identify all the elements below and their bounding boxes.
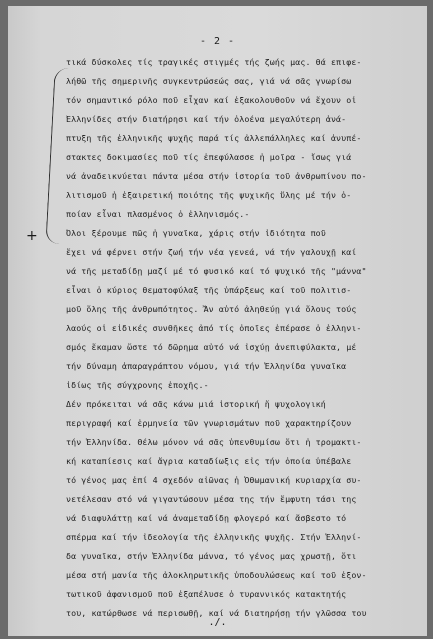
text-line: εἶναι ὁ κύριος θεματοφύλαξ τῆς ὑπάρξεως καί τοῦ πολιτισ- [66, 285, 352, 295]
text-line: του, κατώρθωσε νά περισωθῇ, καί νά διατηρήσῃ τήν γλῶσσα του [66, 608, 367, 618]
text-line: νά διαφυλάττῃ καί νά ἀναμεταδίδῃ φλογερό καί ἄσβεστο τό [66, 513, 347, 523]
text-line: σμός ἔκαμαν ὥστε τό δῶρημα αὐτό νά ἰσχύῃ ἀνεπιφύλακτα, μέ [66, 342, 357, 352]
text-line: τήν Ἑλληνίδα. Θέλω μόνον νά σᾶς ὑπενθυμίσω ὅτι ἡ τρομακτι- [66, 437, 362, 447]
text-line: πτυξη τῆς ἑλληνικῆς ψυχῆς παρά τίς ἀλλεπάλληλες καί ἀνυπέ- [66, 133, 362, 143]
text-line: τήν δύναμη ἀπαραγράπτου νόμου, γιά τήν Ἑλληνίδα γυναῖκα [66, 361, 347, 371]
text-line: μοῦ ὅλης τῆς ἀνθρωπότητος. Ἄν αὐτό ἀληθεύῃ γιά ὅλους τούς [66, 304, 357, 314]
text-line: λιτισμοῦ ἡ ἐξαιρετική ποιότης τῆς ψυχικῆς ὕλης μέ τήν ὁ- [66, 190, 352, 200]
text-line: λαούς οἱ εἰδικές συνθῆκες ἀπό τίς ὁποῖες ἐπέρασε ὁ ἑλληνι- [66, 323, 362, 333]
text-line: Δέν πρόκειται νά σᾶς κάνω μιά ἱστορική ἤ ψυχολογική [66, 399, 326, 409]
text-line: νά τῆς μεταδίδῃ μαζί μέ τό φυσικό καί τό ψυχικό τῆς "μάννα" [66, 266, 367, 276]
page-continuation-mark: ./. [208, 617, 227, 628]
text-line: Ἑλληνίδες στήν διατήρησι καί τήν ὁλοένα μεγαλύτερη ἀνά- [66, 114, 347, 124]
document-page [8, 6, 427, 636]
text-line: ἰδίως τῆς σύγχρονης ἐποχῆς.- [66, 380, 209, 390]
text-line: ποίαν εἶναι πλασμένος ὁ ἑλληνισμός.- [66, 209, 250, 219]
text-line: περιγραφή καί ἑρμηνεία τῶν γνωρισμάτων ποῦ χαρακτηρίζουν [66, 418, 352, 428]
text-line: νά ἀναδεικνύεται πάντα μέσα στήν ἱστορία τοῦ ἀνθρωπίνου πο- [66, 171, 367, 181]
margin-cross-mark: + [26, 228, 38, 244]
text-line: τωτικοῦ ἀφανισμοῦ ποῦ ἐξαπέλυσε ὁ τυραννικός κατακτητής [66, 589, 347, 599]
text-line: λήθῶ τῆς σημερινῆς συγκεντρώσεώς σας, γιά νά σᾶς γνωρίσω [66, 76, 352, 86]
text-line: τό γένος μας ἐπί 4 σχεδόν αἰῶνας ἡ Ὀθωμανική κυριαρχία συ- [66, 475, 362, 485]
text-line: τικά δύσκολες τίς τραγικές στιγμές τής ζωής μας. θά επιφε- [66, 57, 362, 67]
text-line: νετέλεσαν στό νά γιγαντώσουν μέσα της τήν ἔμφυτη τάσι της [66, 494, 357, 504]
text-line: μέσα στή μανία τῆς ἀλοκληρωτικῆς ὑποδουλώσεως καί τοῦ ἐξον- [66, 570, 367, 580]
text-line: σπέρμα καί τήν ἰδεολογία τῆς ἑλληνικῆς ψυχῆς. Στήν Ἑλληνί- [66, 532, 362, 542]
text-line: στακτες δοκιμασίες ποῦ τίς ἐπεφύλασσε ἡ μοῖρα - ἴσως γιά [66, 152, 352, 162]
text-line: δα γυναῖκα, στήν Ἑλληνίδα μάννα, τό γένος μας χρωστῇ, ὅτι [66, 551, 357, 561]
text-line: κή καταπίεσις καί ἄγρια καταδίωξις εἰς τήν ὁποία ὑπέβαλε [66, 456, 352, 466]
page-number: - 2 - [199, 36, 236, 47]
text-line: τόν σημαντικό ρόλο ποῦ εἶχαν καί ἐξακολουθοῦν νά ἔχουν οἱ [66, 95, 357, 105]
document-body [8, 6, 427, 636]
text-line: ἔχει νά φέρνει στήν ζωή τήν νέα γενεά, νά τήν γαλουχῇ καί [66, 247, 357, 257]
text-line: Ὅλοι ξέρουμε πῶς ἡ γυναῖκα, χάρις στήν ἰδιότητα ποῦ [66, 228, 326, 238]
